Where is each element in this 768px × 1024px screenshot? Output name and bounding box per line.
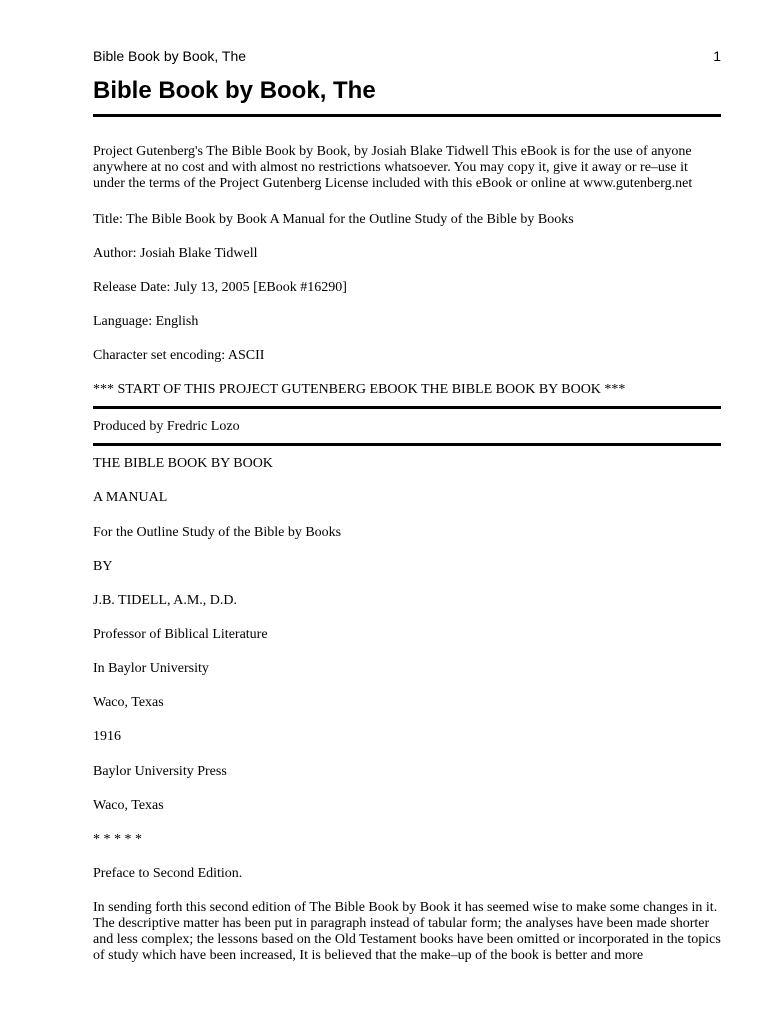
- front-matter-line: For the Outline Study of the Bible by Books: [93, 525, 342, 540]
- front-matter-line: Baylor University Press: [93, 764, 227, 779]
- front-matter-line: Waco, Texas: [93, 695, 164, 710]
- produced-by-line: Produced by Fredric Lozo: [93, 419, 240, 434]
- page-number: 1: [713, 48, 721, 64]
- license-paragraph: Project Gutenberg's The Bible Book by Book, by Josiah Blake Tidwell This eBook is for the use of anyone anywhere at no cost and with almost no restrictions whatsoever. You may copy it, give it away or re–use it under the terms of the Project Gutenberg License included with this eBook or online at www.gutenberg.net: [93, 144, 693, 191]
- front-matter-line: Waco, Texas: [93, 798, 164, 813]
- language-line: Language: English: [93, 314, 199, 329]
- preface-paragraph: In sending forth this second edition of The Bible Book by Book it has seemed wise to make some changes in it. The descriptive matter has been put in paragraph instead of tabular form; the analyses have been made shorter and less complex; the lessons based on the Old Testament books have been omitted or incorporated in the topics of study which have been increased, It is believed that the make–up of the book is better and more: [93, 900, 721, 963]
- front-matter-line: THE BIBLE BOOK BY BOOK: [93, 456, 273, 471]
- title-rule: [93, 114, 721, 117]
- author-line: Author: Josiah Blake Tidwell: [93, 246, 258, 261]
- running-header-title: Bible Book by Book, The: [93, 48, 247, 64]
- start-marker-line: *** START OF THIS PROJECT GUTENBERG EBOOK THE BIBLE BOOK BY BOOK ***: [93, 382, 626, 397]
- section-separator: * * * * *: [93, 832, 142, 847]
- preface-heading: Preface to Second Edition.: [93, 866, 243, 881]
- front-matter-line: In Baylor University: [93, 661, 209, 676]
- release-date-line: Release Date: July 13, 2005 [EBook #16290]: [93, 280, 347, 295]
- start-rule: [93, 406, 721, 409]
- produced-rule: [93, 443, 721, 446]
- front-matter-line: Professor of Biblical Literature: [93, 627, 268, 642]
- running-header: [93, 46, 721, 66]
- front-matter-line: BY: [93, 559, 113, 574]
- charset-line: Character set encoding: ASCII: [93, 348, 265, 363]
- document-title: Bible Book by Book, The: [93, 77, 376, 104]
- front-matter-line: A MANUAL: [93, 490, 168, 505]
- document-page: [93, 0, 721, 1024]
- front-matter-line: J.B. TIDELL, A.M., D.D.: [93, 593, 238, 608]
- front-matter-line: 1916: [93, 729, 121, 744]
- title-line: Title: The Bible Book by Book A Manual for the Outline Study of the Bible by Books: [93, 212, 574, 227]
